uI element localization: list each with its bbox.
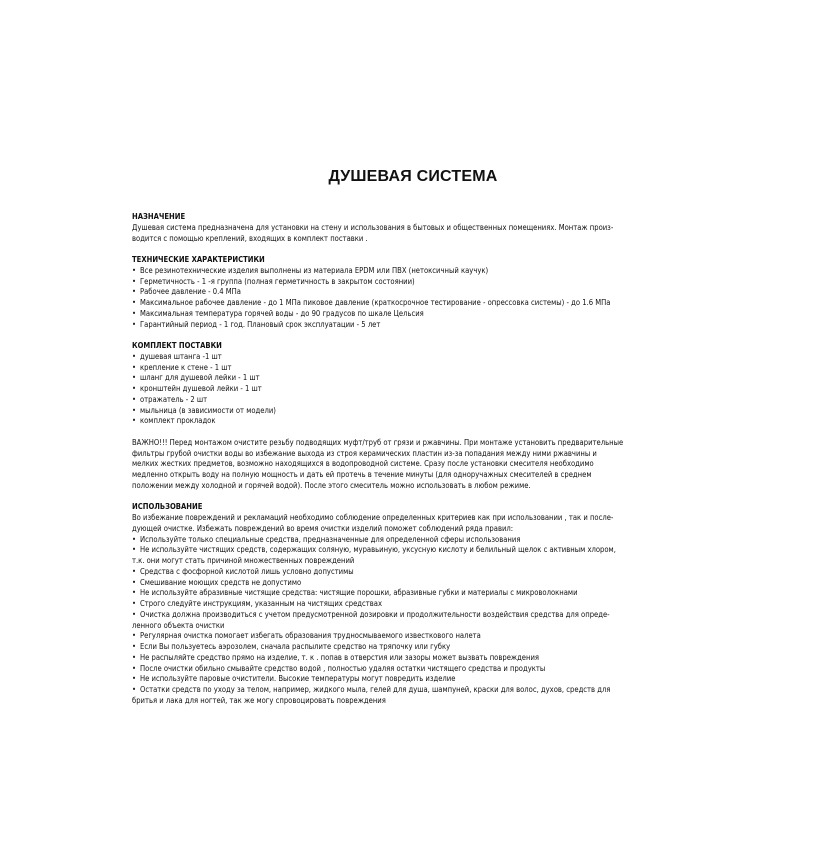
- list-item: [132, 610, 692, 632]
- section-usage: [132, 502, 692, 706]
- document-body: [132, 212, 692, 707]
- list-item-text: Смешивание моющих средств не допустимо: [140, 577, 302, 587]
- list-item: [132, 631, 692, 642]
- section-kit: [132, 341, 692, 427]
- list-item: • мыльница (в зависимости от модели): [132, 406, 692, 417]
- warning-line: медленно открыть воду на полную мощность и дать ей протечь в течение минуты (для одноручажных смесителей в среднем: [132, 470, 592, 479]
- list-item-text: Не распыляйте средство прямо на изделие, т. к . попав в отверстия или зазоры может вызвать повреждения: [140, 652, 540, 662]
- list-item-text: После очистки обильно смывайте средство водой , полностью удаляя остатки чистящего средства и продукты: [140, 663, 546, 673]
- purpose-line: Душевая система предназначена для установки на стену и использования в бытовых и общественных помещениях. Монтаж произ-: [132, 222, 614, 232]
- list-item-text: Не используйте паровые очистители. Высокие температуры могут повредить изделие: [140, 674, 456, 684]
- list-item: • шланг для душевой лейки - 1 шт: [132, 373, 692, 384]
- usage-intro-line: Во избежание повреждений и рекламаций необходимо соблюдение определенных критериев как при использовании , так и после-: [132, 513, 614, 522]
- list-item-text: Не используйте абразивные чистящие средства: чистящие порошки, абразивные губки и материалы с микроволокнами: [140, 588, 578, 598]
- usage-list: [132, 535, 692, 707]
- list-item-text: Строго следуйте инструкциям, указанным на чистящих средствах: [140, 599, 382, 608]
- list-item: • Максимальное рабочее давление - до 1 МПа пиковое давление (краткосрочное тестирование - опрессовка системы) - до 1.6 МПа: [132, 298, 692, 309]
- usage-intro-line: дующей очистке. Избежать повреждений во время очистки изделий поможет соблюдений ряда правил:: [132, 523, 514, 533]
- section-heading-kit: КОМПЛЕКТ ПОСТАВКИ: [132, 341, 222, 350]
- specs-list: [132, 266, 692, 331]
- list-item-text: Остатки средств по уходу за телом, например, жидкого мыла, гелей для душа, шампуней, краски для волос, духов, средств для: [140, 685, 611, 694]
- list-item-text: Средства с фосфорной кислотой лишь условно допустимы: [140, 566, 354, 576]
- document-title: ДУШЕВАЯ СИСТЕМА: [328, 168, 498, 185]
- section-heading-usage: ИСПОЛЬЗОВАНИЕ: [132, 502, 203, 512]
- list-item: [132, 674, 692, 685]
- list-item: [132, 535, 692, 546]
- purpose-text: [132, 223, 692, 245]
- warning-text: [132, 438, 692, 492]
- usage-intro: [132, 513, 692, 535]
- section-heading-specs: ТЕХНИЧЕСКИЕ ХАРАКТЕРИСТИКИ: [132, 255, 265, 264]
- kit-list: [132, 352, 692, 427]
- warning-line: положении между холодной и горячей водой). После этого смеситель можно использовать в любом режиме.: [132, 480, 531, 490]
- list-item-continuation: бритья и лака для ногтей, так же могу спровоцировать повреждения: [132, 695, 386, 705]
- list-item: • душевая штанга -1 шт: [132, 352, 692, 363]
- section-specs: [132, 255, 692, 330]
- list-item-continuation: ленного объекта очистки: [132, 620, 225, 630]
- list-item-text: Используйте только специальные средства, предназначенные для определенной сферы использования: [140, 534, 521, 544]
- warning-line: фильтры грубой очистки воды во избежание выхода из строя керамических пластин из-за попадания между ними ржавчины и: [132, 448, 597, 458]
- list-item: [132, 664, 692, 675]
- list-item: • кронштейн душевой лейки - 1 шт: [132, 384, 692, 395]
- section-warning: [132, 438, 692, 492]
- list-item: • крепление к стене - 1 шт: [132, 363, 692, 374]
- list-item: • Максимальная температура горячей воды - до 90 градусов по шкале Цельсия: [132, 309, 692, 320]
- list-item: [132, 685, 692, 707]
- list-item: [132, 588, 692, 599]
- list-item: • комплект прокладок: [132, 416, 692, 427]
- list-item-text: Регулярная очистка помогает избегать образования трудносмываемого известкового налета: [140, 631, 481, 641]
- purpose-line: водится с помощью креплений, входящих в комплект поставки .: [132, 233, 368, 243]
- list-item-text: Если Вы пользуетесь аэрозолем, сначала распылите средство на тряпочку или губку: [140, 642, 451, 651]
- list-item-continuation: т.к. они могут стать причиной множественных повреждений: [132, 556, 355, 565]
- list-item: [132, 653, 692, 664]
- list-item: • отражатель - 2 шт: [132, 395, 692, 406]
- warning-line: ВАЖНО!!! Перед монтажом очистите резьбу подводящих муфт/труб от грязи и ржавчины. При монтаже установить предварительные: [132, 437, 624, 447]
- list-item-text: Не используйте чистящих средств, содержащих соляную, муравьиную, уксусную кислоту и белильный щелок с активным хлором,: [140, 545, 616, 555]
- list-item: [132, 642, 692, 653]
- list-item: [132, 567, 692, 578]
- list-item-text: Очистка должна производиться с учетом предусмотренной дозировки и продолжительности воздействия средства для опреде-: [140, 609, 610, 619]
- section-purpose: [132, 212, 692, 244]
- list-item: • Рабочее давление - 0.4 МПа: [132, 287, 692, 298]
- list-item: • Герметичность - 1 -я группа (полная герметичность в закрытом состоянии): [132, 277, 692, 288]
- list-item: [132, 545, 692, 567]
- warning-line: мелких жестких предметов, возможно находящихся в водопроводной системе. Сразу после установки смесителя необходимо: [132, 459, 594, 469]
- list-item: [132, 578, 692, 589]
- list-item: [132, 599, 692, 610]
- list-item: • Гарантийный период - 1 год. Плановый срок эксплуатации - 5 лет: [132, 320, 692, 331]
- section-heading-purpose: НАЗНАЧЕНИЕ: [132, 212, 186, 221]
- list-item: • Все резинотехнические изделия выполнены из материала EPDM или ПВХ (нетоксичный каучук): [132, 266, 692, 277]
